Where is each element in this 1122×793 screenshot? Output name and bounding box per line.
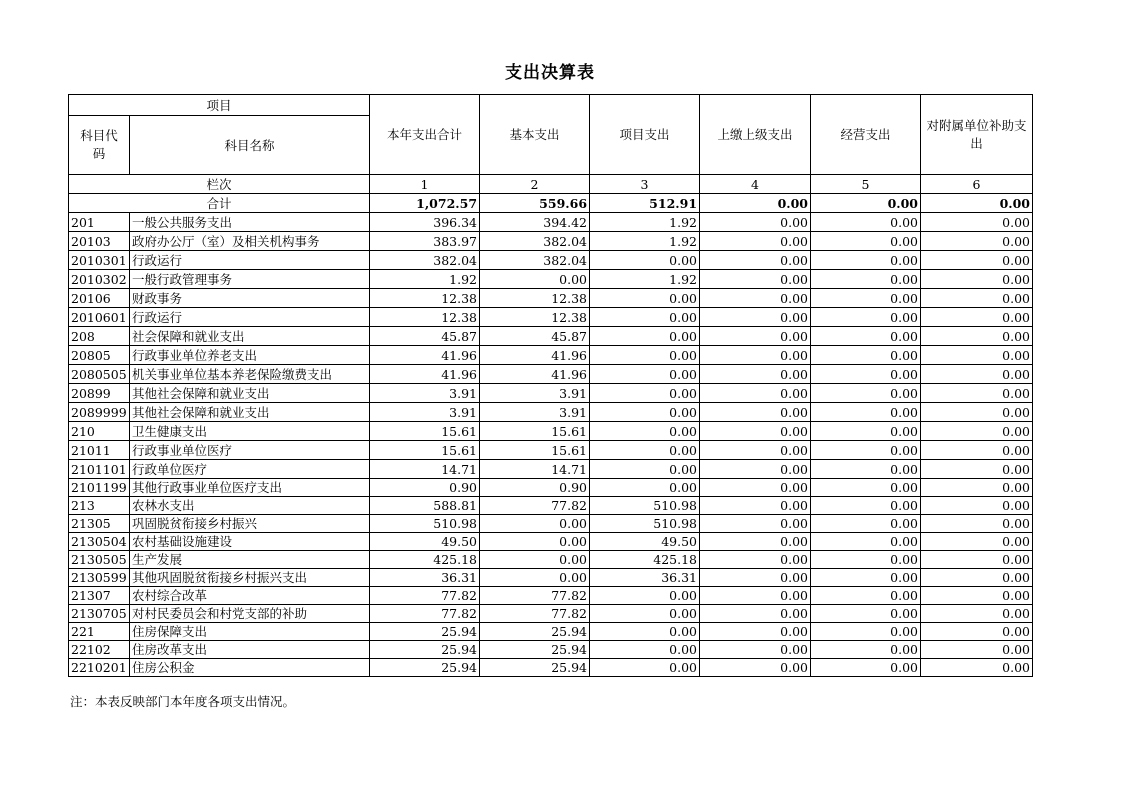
row-value: 0.00 <box>811 569 921 587</box>
row-name: 其他行政事业单位医疗支出 <box>130 479 370 497</box>
row-value: 0.00 <box>590 659 700 677</box>
expenditure-table <box>68 94 1033 677</box>
row-value: 0.00 <box>700 641 811 659</box>
table-row <box>69 403 1033 422</box>
row-value: 382.04 <box>480 232 590 251</box>
row-value: 0.00 <box>590 327 700 346</box>
row-value: 0.00 <box>700 515 811 533</box>
row-value: 0.00 <box>811 623 921 641</box>
row-value: 382.04 <box>370 251 480 270</box>
row-value: 41.96 <box>370 365 480 384</box>
row-value: 77.82 <box>370 605 480 623</box>
row-value: 0.00 <box>921 497 1033 515</box>
row-value: 12.38 <box>370 289 480 308</box>
row-value: 0.00 <box>700 327 811 346</box>
header-name: 科目名称 <box>130 116 370 175</box>
table-row <box>69 213 1033 232</box>
row-value: 0.00 <box>811 422 921 441</box>
row-code: 2089999 <box>69 403 130 422</box>
row-value: 0.00 <box>590 587 700 605</box>
row-value: 12.38 <box>480 308 590 327</box>
row-value: 0.00 <box>590 384 700 403</box>
row-value: 0.00 <box>921 479 1033 497</box>
row-value: 0.00 <box>921 213 1033 232</box>
header-col-6: 对附属单位补助支出 <box>921 95 1033 175</box>
row-value: 0.00 <box>700 308 811 327</box>
row-name: 行政运行 <box>130 251 370 270</box>
row-value: 0.90 <box>370 479 480 497</box>
table-note: 注：本表反映部门本年度各项支出情况。 <box>70 694 296 709</box>
row-value: 0.00 <box>921 308 1033 327</box>
table-row <box>69 384 1033 403</box>
row-value: 0.00 <box>811 346 921 365</box>
row-value: 12.38 <box>480 289 590 308</box>
row-code: 2130505 <box>69 551 130 569</box>
row-value: 0.00 <box>811 270 921 289</box>
lanci-number: 3 <box>590 175 700 194</box>
row-code: 20805 <box>69 346 130 365</box>
row-value: 25.94 <box>370 641 480 659</box>
row-code: 208 <box>69 327 130 346</box>
table-row <box>69 641 1033 659</box>
row-value: 49.50 <box>370 533 480 551</box>
row-value: 3.91 <box>480 403 590 422</box>
row-value: 0.00 <box>921 422 1033 441</box>
row-value: 36.31 <box>590 569 700 587</box>
row-value: 0.00 <box>700 289 811 308</box>
row-code: 20899 <box>69 384 130 403</box>
row-code: 2080505 <box>69 365 130 384</box>
row-value: 0.00 <box>811 479 921 497</box>
row-value: 588.81 <box>370 497 480 515</box>
header-col-2: 基本支出 <box>480 95 590 175</box>
table-row <box>69 587 1033 605</box>
row-value: 0.00 <box>700 569 811 587</box>
row-value: 0.00 <box>921 460 1033 479</box>
row-value: 0.00 <box>921 232 1033 251</box>
header-col-4: 上缴上级支出 <box>700 95 811 175</box>
row-value: 25.94 <box>480 641 590 659</box>
row-value: 3.91 <box>480 384 590 403</box>
row-value: 0.00 <box>590 365 700 384</box>
total-value: 0.00 <box>811 194 921 213</box>
row-value: 25.94 <box>370 659 480 677</box>
row-value: 0.00 <box>921 365 1033 384</box>
row-value: 0.00 <box>811 308 921 327</box>
row-name: 行政事业单位养老支出 <box>130 346 370 365</box>
row-code: 210 <box>69 422 130 441</box>
row-value: 0.00 <box>921 270 1033 289</box>
row-value: 0.00 <box>921 551 1033 569</box>
table-row <box>69 270 1033 289</box>
row-value: 0.00 <box>700 587 811 605</box>
row-code: 21305 <box>69 515 130 533</box>
row-code: 221 <box>69 623 130 641</box>
row-value: 14.71 <box>370 460 480 479</box>
row-value: 14.71 <box>480 460 590 479</box>
row-value: 41.96 <box>480 346 590 365</box>
row-name: 生产发展 <box>130 551 370 569</box>
table-row <box>69 497 1033 515</box>
row-value: 1.92 <box>590 270 700 289</box>
table-row <box>69 346 1033 365</box>
header-item: 项目 <box>69 95 370 116</box>
row-value: 0.00 <box>590 346 700 365</box>
row-value: 0.00 <box>921 441 1033 460</box>
row-code: 22102 <box>69 641 130 659</box>
row-name: 巩固脱贫衔接乡村振兴 <box>130 515 370 533</box>
row-value: 0.00 <box>811 441 921 460</box>
table-row <box>69 422 1033 441</box>
row-value: 0.00 <box>700 270 811 289</box>
lanci-label: 栏次 <box>69 175 370 194</box>
row-value: 425.18 <box>370 551 480 569</box>
row-value: 0.00 <box>700 346 811 365</box>
row-value: 0.00 <box>921 569 1033 587</box>
row-value: 77.82 <box>480 497 590 515</box>
row-name: 社会保障和就业支出 <box>130 327 370 346</box>
header-col-5: 经营支出 <box>811 95 921 175</box>
row-name: 农村综合改革 <box>130 587 370 605</box>
table-row <box>69 365 1033 384</box>
row-value: 0.00 <box>811 289 921 308</box>
table-row <box>69 289 1033 308</box>
row-value: 0.00 <box>590 251 700 270</box>
row-value: 0.00 <box>921 515 1033 533</box>
row-code: 201 <box>69 213 130 232</box>
row-name: 行政单位医疗 <box>130 460 370 479</box>
row-value: 0.00 <box>590 289 700 308</box>
row-value: 0.00 <box>811 251 921 270</box>
row-value: 36.31 <box>370 569 480 587</box>
row-code: 20106 <box>69 289 130 308</box>
row-value: 0.00 <box>480 533 590 551</box>
lanci-number: 6 <box>921 175 1033 194</box>
row-value: 0.00 <box>700 213 811 232</box>
row-value: 0.00 <box>811 659 921 677</box>
row-code: 20103 <box>69 232 130 251</box>
row-name: 行政运行 <box>130 308 370 327</box>
row-value: 0.00 <box>811 515 921 533</box>
row-value: 0.00 <box>700 479 811 497</box>
row-name: 住房公积金 <box>130 659 370 677</box>
row-value: 0.00 <box>921 623 1033 641</box>
row-value: 0.00 <box>700 365 811 384</box>
row-value: 0.00 <box>700 659 811 677</box>
row-code: 2010302 <box>69 270 130 289</box>
row-value: 15.61 <box>480 422 590 441</box>
lanci-number: 4 <box>700 175 811 194</box>
row-value: 0.00 <box>590 308 700 327</box>
row-value: 394.42 <box>480 213 590 232</box>
row-name: 机关事业单位基本养老保险缴费支出 <box>130 365 370 384</box>
table-row <box>69 479 1033 497</box>
row-value: 396.34 <box>370 213 480 232</box>
row-value: 15.61 <box>370 422 480 441</box>
row-code: 2101199 <box>69 479 130 497</box>
row-name: 住房保障支出 <box>130 623 370 641</box>
lanci-number: 1 <box>370 175 480 194</box>
row-value: 49.50 <box>590 533 700 551</box>
row-value: 0.00 <box>921 251 1033 270</box>
row-value: 0.00 <box>590 479 700 497</box>
total-value: 0.00 <box>700 194 811 213</box>
row-value: 0.00 <box>480 551 590 569</box>
row-value: 0.00 <box>921 533 1033 551</box>
row-value: 0.00 <box>700 232 811 251</box>
row-name: 农村基础设施建设 <box>130 533 370 551</box>
row-value: 15.61 <box>370 441 480 460</box>
row-value: 1.92 <box>590 213 700 232</box>
row-value: 510.98 <box>590 515 700 533</box>
row-value: 0.00 <box>921 587 1033 605</box>
row-value: 77.82 <box>480 587 590 605</box>
row-code: 2210201 <box>69 659 130 677</box>
row-value: 0.00 <box>700 605 811 623</box>
row-value: 0.00 <box>811 232 921 251</box>
row-value: 0.00 <box>921 289 1033 308</box>
row-value: 0.00 <box>700 384 811 403</box>
total-value: 512.91 <box>590 194 700 213</box>
row-value: 25.94 <box>480 659 590 677</box>
row-code: 2101101 <box>69 460 130 479</box>
table-row <box>69 569 1033 587</box>
header-col-3: 项目支出 <box>590 95 700 175</box>
row-value: 45.87 <box>370 327 480 346</box>
row-name: 其他社会保障和就业支出 <box>130 384 370 403</box>
table-row <box>69 605 1033 623</box>
table-row <box>69 515 1033 533</box>
row-value: 3.91 <box>370 384 480 403</box>
row-name: 财政事务 <box>130 289 370 308</box>
row-value: 15.61 <box>480 441 590 460</box>
row-value: 1.92 <box>590 232 700 251</box>
row-value: 0.00 <box>811 605 921 623</box>
row-value: 77.82 <box>370 587 480 605</box>
row-value: 0.00 <box>700 533 811 551</box>
table-row <box>69 551 1033 569</box>
row-value: 0.00 <box>811 384 921 403</box>
row-name: 农林水支出 <box>130 497 370 515</box>
table-row <box>69 327 1033 346</box>
row-value: 0.00 <box>811 460 921 479</box>
row-value: 0.00 <box>811 587 921 605</box>
table-row <box>69 441 1033 460</box>
row-value: 0.00 <box>700 422 811 441</box>
row-code: 2010301 <box>69 251 130 270</box>
table-row <box>69 308 1033 327</box>
row-value: 383.97 <box>370 232 480 251</box>
row-value: 0.00 <box>811 533 921 551</box>
row-value: 382.04 <box>480 251 590 270</box>
row-value: 0.00 <box>700 623 811 641</box>
row-value: 510.98 <box>370 515 480 533</box>
row-name: 一般行政管理事务 <box>130 270 370 289</box>
row-value: 0.00 <box>921 605 1033 623</box>
row-value: 41.96 <box>480 365 590 384</box>
row-value: 0.00 <box>811 641 921 659</box>
total-label: 合计 <box>69 194 370 213</box>
row-value: 0.00 <box>700 251 811 270</box>
table-row <box>69 659 1033 677</box>
row-value: 0.00 <box>921 403 1033 422</box>
row-value: 425.18 <box>590 551 700 569</box>
row-value: 0.00 <box>590 623 700 641</box>
row-value: 0.00 <box>811 403 921 422</box>
row-name: 其他巩固脱贫衔接乡村振兴支出 <box>130 569 370 587</box>
table-row <box>69 460 1033 479</box>
row-value: 0.00 <box>590 422 700 441</box>
row-value: 45.87 <box>480 327 590 346</box>
row-value: 0.00 <box>811 551 921 569</box>
row-value: 0.00 <box>811 327 921 346</box>
row-value: 12.38 <box>370 308 480 327</box>
row-value: 0.00 <box>921 641 1033 659</box>
row-code: 2130705 <box>69 605 130 623</box>
row-name: 住房改革支出 <box>130 641 370 659</box>
row-value: 1.92 <box>370 270 480 289</box>
total-value: 559.66 <box>480 194 590 213</box>
row-value: 0.00 <box>811 497 921 515</box>
row-value: 25.94 <box>370 623 480 641</box>
total-value: 0.00 <box>921 194 1033 213</box>
row-value: 0.00 <box>700 441 811 460</box>
row-name: 一般公共服务支出 <box>130 213 370 232</box>
row-name: 政府办公厅（室）及相关机构事务 <box>130 232 370 251</box>
header-code: 科目代码 <box>69 116 130 175</box>
row-value: 0.00 <box>480 569 590 587</box>
row-value: 0.00 <box>590 403 700 422</box>
table-row <box>69 251 1033 270</box>
table-row <box>69 623 1033 641</box>
header-col-1: 本年支出合计 <box>370 95 480 175</box>
row-value: 0.00 <box>921 327 1033 346</box>
row-value: 0.90 <box>480 479 590 497</box>
row-code: 21307 <box>69 587 130 605</box>
row-value: 0.00 <box>480 515 590 533</box>
row-value: 0.00 <box>590 641 700 659</box>
row-value: 0.00 <box>590 605 700 623</box>
row-value: 0.00 <box>700 551 811 569</box>
row-name: 行政事业单位医疗 <box>130 441 370 460</box>
row-value: 25.94 <box>480 623 590 641</box>
row-value: 0.00 <box>700 497 811 515</box>
row-value: 0.00 <box>700 403 811 422</box>
row-code: 2130504 <box>69 533 130 551</box>
row-code: 21011 <box>69 441 130 460</box>
row-name: 卫生健康支出 <box>130 422 370 441</box>
row-value: 510.98 <box>590 497 700 515</box>
table-row <box>69 232 1033 251</box>
row-value: 0.00 <box>811 213 921 232</box>
row-name: 其他社会保障和就业支出 <box>130 403 370 422</box>
row-value: 0.00 <box>811 365 921 384</box>
lanci-number: 5 <box>811 175 921 194</box>
row-name: 对村民委员会和村党支部的补助 <box>130 605 370 623</box>
row-code: 2130599 <box>69 569 130 587</box>
table-row <box>69 533 1033 551</box>
row-code: 213 <box>69 497 130 515</box>
row-value: 0.00 <box>921 346 1033 365</box>
row-value: 77.82 <box>480 605 590 623</box>
row-value: 0.00 <box>590 460 700 479</box>
row-value: 0.00 <box>921 384 1033 403</box>
page-title: 支出决算表 <box>505 63 595 83</box>
row-value: 41.96 <box>370 346 480 365</box>
row-value: 0.00 <box>921 659 1033 677</box>
row-value: 0.00 <box>700 460 811 479</box>
row-value: 0.00 <box>480 270 590 289</box>
row-code: 2010601 <box>69 308 130 327</box>
row-value: 0.00 <box>590 441 700 460</box>
lanci-number: 2 <box>480 175 590 194</box>
total-value: 1,072.57 <box>370 194 480 213</box>
row-value: 3.91 <box>370 403 480 422</box>
